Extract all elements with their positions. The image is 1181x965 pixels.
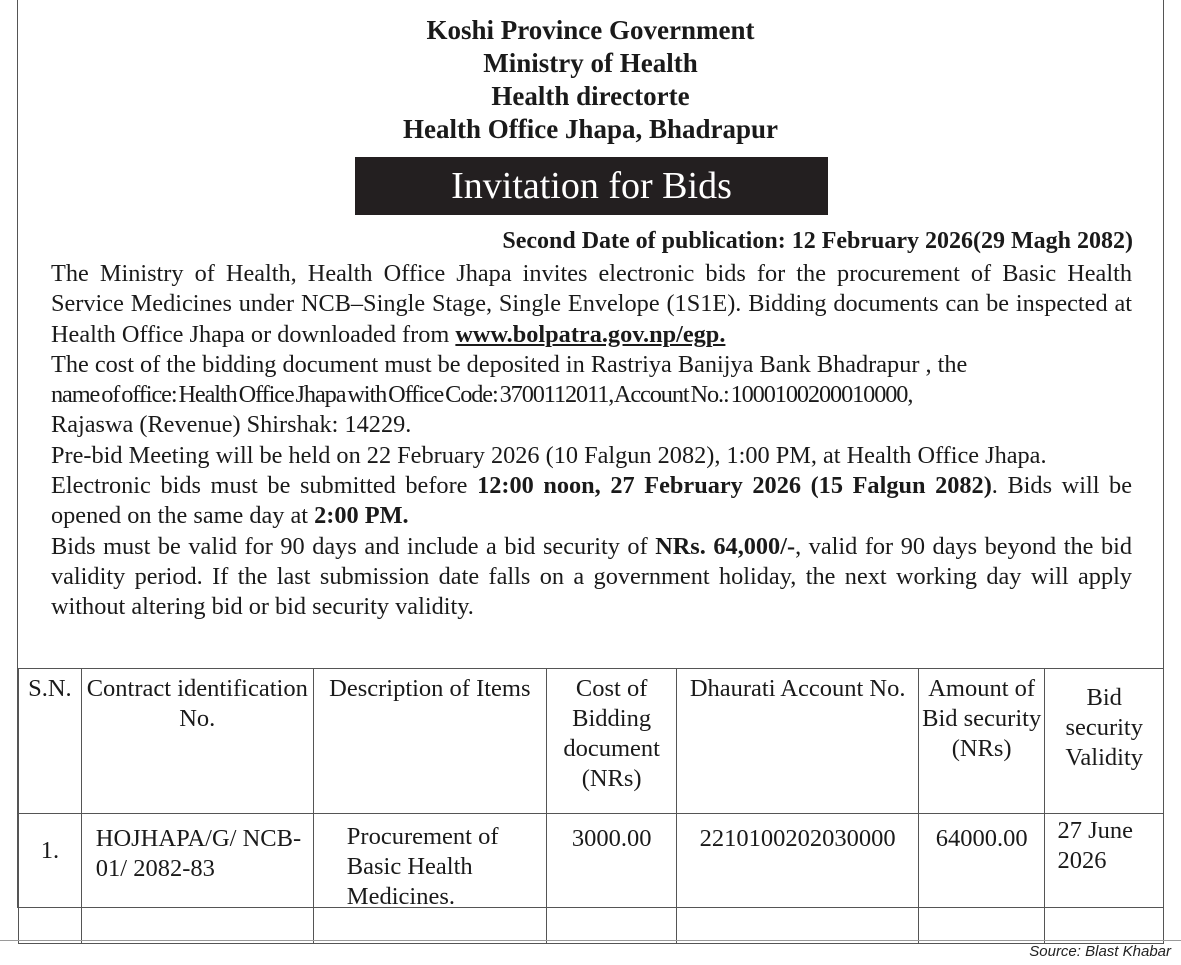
header-line-office: Health Office Jhapa, Bhadrapur — [402, 114, 779, 144]
header-validity: Bid security Validity — [1045, 669, 1164, 814]
publication-date: Second Date of publication: 12 February 2026(29 Magh 2082) — [502, 228, 1133, 254]
header-line-directorate: Health directorte — [491, 81, 690, 111]
header-sn: S.N. — [19, 669, 82, 814]
bid-details-table — [18, 668, 1164, 944]
cell-sn: 1. — [19, 814, 82, 944]
paragraph-prebid: Pre-bid Meeting will be held on 22 February 2026 (10 Falgun 2082), 1:00 PM, at Health Office Jhapa. — [51, 441, 1047, 469]
cell-account: 2210100202030000 — [677, 814, 918, 944]
notice-title-banner: Invitation for Bids — [355, 157, 828, 215]
cell-contract-id: HOJHAPA/G/ NCB- 01/ 2082-83 — [81, 814, 313, 944]
submission-text-a: Electronic bids must be submitted before — [51, 472, 478, 500]
source-credit: Source: Blast Khabar — [1029, 943, 1171, 960]
bid-notice — [17, 0, 1164, 908]
paragraph-deposit — [51, 350, 1132, 441]
header-line-ministry: Ministry of Health — [483, 48, 698, 78]
header-description: Description of Items — [313, 669, 546, 814]
deposit-line-3: Rajaswa (Revenue) Shirshak: 14229. — [51, 411, 412, 439]
deposit-line-1: The cost of the bidding document must be deposited in Rastriya Banijya Bank Bhadrapur , the — [51, 350, 968, 378]
header-amount: Amount of Bid security (NRs) — [918, 669, 1045, 814]
validity-text-b: , valid for 90 days beyond the bid validity period. If the last submission date falls on a government holiday, the next working day will apply without altering bid or bid security validity. — [51, 532, 1132, 621]
header-contract-id: Contract identification No. — [81, 669, 313, 814]
footer-divider — [0, 940, 1181, 941]
deposit-line-2: name of office: Health Office Jhapa with Office Code: 3700112011, Account No.: 1000100200010000, — [51, 381, 913, 409]
paragraph-submission — [51, 471, 1132, 532]
paragraph-invitation — [51, 259, 1132, 350]
header-line-government: Koshi Province Government — [426, 15, 755, 45]
cell-amount: 64000.00 — [918, 814, 1045, 944]
paragraph-validity — [51, 532, 1132, 623]
cell-validity: 27 June 2026 — [1045, 814, 1164, 944]
cell-description: Procurement of Basic Health Medicines. — [313, 814, 546, 944]
paragraph-invitation-text: The Ministry of Health, Health Office Jhapa invites electronic bids for the procurement of Basic Health Service Medicines under NCB–Single Stage, Single Envelope (1S1E). Bidding documents can be inspected at Health Office Jhapa or downloaded from — [51, 260, 1132, 348]
header-cost: Cost of Bidding document (NRs) — [546, 669, 677, 814]
notice-body — [51, 259, 1132, 623]
table-row — [19, 814, 1164, 944]
notice-header — [18, 14, 1163, 146]
submission-deadline: 12:00 noon, 27 February 2026 (15 Falgun 2082) — [477, 472, 992, 500]
bid-security-amount: NRs. 64,000/- — [655, 532, 796, 560]
cell-cost: 3000.00 — [546, 814, 677, 944]
bolpatra-link[interactable]: www.bolpatra.gov.np/egp. — [455, 320, 726, 348]
validity-text-a: Bids must be valid for 90 days and include a bid security of — [51, 532, 656, 560]
opening-time: 2:00 PM. — [314, 502, 409, 530]
header-account: Dhaurati Account No. — [677, 669, 918, 814]
submission-text-b: . Bids will be opened on the same day at — [51, 472, 1132, 530]
table-header-row — [19, 669, 1164, 814]
